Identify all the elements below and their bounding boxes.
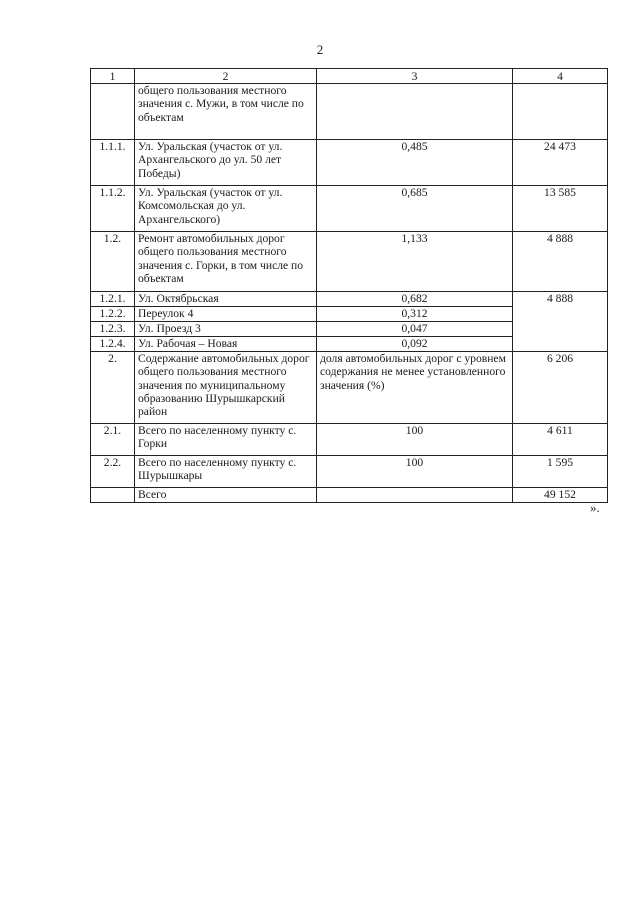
row-value: 0,685 — [317, 186, 513, 232]
table-row — [91, 292, 608, 307]
table-row — [91, 84, 608, 140]
row-description: Ул. Уральская (участок от ул. Архангельского до ул. 50 лет Победы) — [135, 140, 317, 186]
row-value: 0,047 — [317, 322, 513, 337]
row-value: доля автомобильных дорог с уровнем содержания не менее установленного значения (%) — [317, 352, 513, 424]
row-number: 2. — [91, 352, 135, 424]
row-description: Ул. Уральская (участок от ул. Комсомольская до ул. Архангельского) — [135, 186, 317, 232]
row-description: Ул. Проезд 3 — [135, 322, 317, 337]
row-description: Содержание автомобильных дорог общего пользования местного значения по муниципальному образованию Шурышкарский район — [135, 352, 317, 424]
table-header-row — [91, 69, 608, 84]
row-number: 2.1. — [91, 424, 135, 456]
closing-quote: ». — [590, 500, 600, 515]
row-value: 0,092 — [317, 337, 513, 352]
row-description: Ул. Октябрьская — [135, 292, 317, 307]
row-value: 0,485 — [317, 140, 513, 186]
row-amount — [513, 84, 608, 140]
row-number: 1.2.2. — [91, 307, 135, 322]
roads-table — [90, 68, 608, 503]
row-number: 1.1.2. — [91, 186, 135, 232]
header-cell: 3 — [317, 69, 513, 84]
row-value: 100 — [317, 424, 513, 456]
row-number: 1.2.1. — [91, 292, 135, 307]
header-cell: 4 — [513, 69, 608, 84]
row-number — [91, 84, 135, 140]
row-amount: 4 888 — [513, 292, 608, 352]
row-number: 1.2. — [91, 232, 135, 292]
row-value — [317, 488, 513, 503]
table-row — [91, 456, 608, 488]
table-total-row — [91, 488, 608, 503]
header-cell: 1 — [91, 69, 135, 84]
row-description: Ремонт автомобильных дорог общего пользования местного значения с. Горки, в том числе по объектам — [135, 232, 317, 292]
row-amount: 1 595 — [513, 456, 608, 488]
row-number: 1.1.1. — [91, 140, 135, 186]
row-value: 1,133 — [317, 232, 513, 292]
row-value: 100 — [317, 456, 513, 488]
row-amount: 4 611 — [513, 424, 608, 456]
page-number: 2 — [316, 42, 324, 57]
row-description: Всего по населенному пункту с. Шурышкары — [135, 456, 317, 488]
table-row — [91, 424, 608, 456]
row-amount: 49 152 — [513, 488, 608, 503]
row-amount: 4 888 — [513, 232, 608, 292]
row-description: общего пользования местного значения с. Мужи, в том числе по объектам — [135, 84, 317, 140]
row-value — [317, 84, 513, 140]
row-value: 0,682 — [317, 292, 513, 307]
table-row — [91, 140, 608, 186]
row-amount: 6 206 — [513, 352, 608, 424]
row-value: 0,312 — [317, 307, 513, 322]
row-description: Ул. Рабочая – Новая — [135, 337, 317, 352]
row-amount: 13 585 — [513, 186, 608, 232]
table-row — [91, 352, 608, 424]
row-description: Переулок 4 — [135, 307, 317, 322]
table-row — [91, 186, 608, 232]
row-description: Всего по населенному пункту с. Горки — [135, 424, 317, 456]
table-row — [91, 232, 608, 292]
header-cell: 2 — [135, 69, 317, 84]
row-number: 1.2.4. — [91, 337, 135, 352]
row-amount: 24 473 — [513, 140, 608, 186]
row-number: 2.2. — [91, 456, 135, 488]
row-description: Всего — [135, 488, 317, 503]
row-number: 1.2.3. — [91, 322, 135, 337]
row-number — [91, 488, 135, 503]
